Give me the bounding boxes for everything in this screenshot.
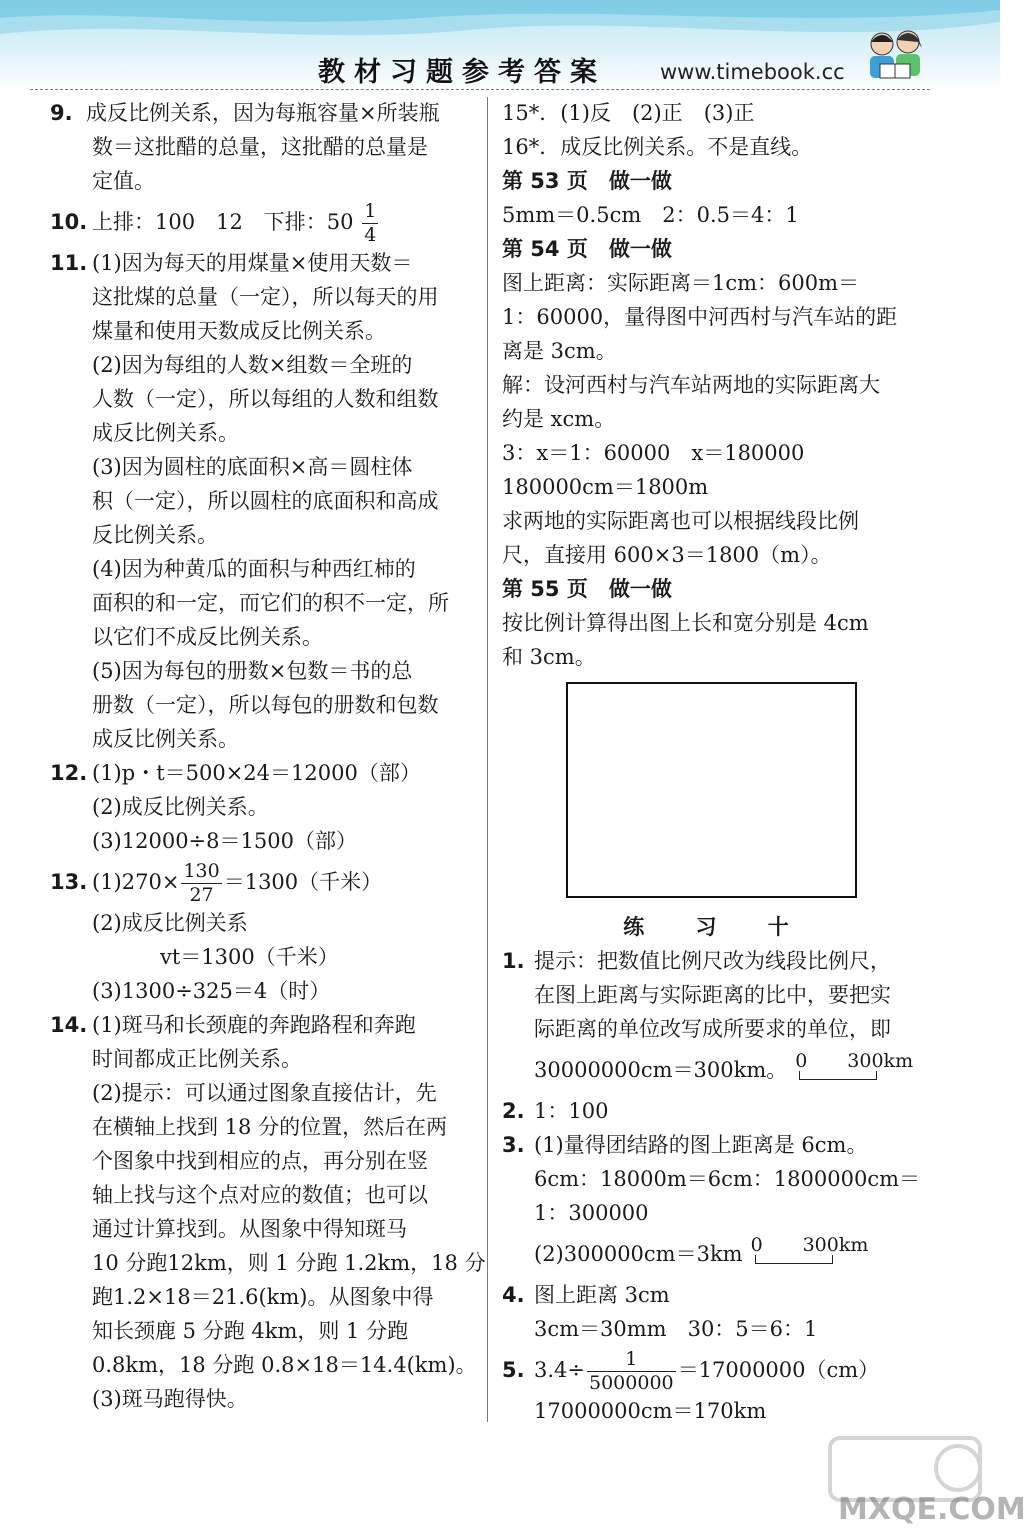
q11-line-1: 11. (1)因为每天的用煤量×使用天数＝ [50,246,480,280]
q10-text: 上排：100 12 下排：50 [92,210,354,234]
e3-line-3: 1：300000 [534,1201,649,1225]
e3-number: 3. [502,1133,525,1157]
e1-line-4: 30000000cm＝300km。 0 300km [502,1046,932,1094]
p54-line-7: 180000cm＝1800m [502,475,709,499]
q13-line-4: (3)1300÷325＝4（时） [92,979,331,1003]
q13-number: 13. [50,870,88,894]
q11-line-3: 煤量和使用天数成反比例关系。 [92,319,386,343]
q12-line-3: (3)12000÷8＝1500（部） [92,829,357,853]
q11-line-5: 人数（一定），所以每组的人数和组数 [92,387,439,411]
q13-fraction: $\frac{130}{27}$ [183,860,220,906]
scaled-rectangle-drawing [566,682,857,898]
q14-line-7: 通过计算找到。从图象中得知斑马 [92,1217,407,1241]
q9-line-3: 定值。 [92,169,155,193]
e3-line-2: 6cm：18000m＝6cm：1800000cm＝ [534,1167,920,1191]
scale-bar-300km: 0 300km [795,1057,875,1087]
p54-heading: 第 54 页 做一做 [502,237,672,261]
e4-line-1: 4. 图上距离 3cm [502,1278,932,1312]
p55-heading: 第 55 页 做一做 [502,577,672,601]
e1-line-3: 际距离的单位改写成所要求的单位，即 [534,1017,891,1041]
q11-line-15: 成反比例关系。 [92,727,239,751]
q14-line-9: 跑1.2×18＝21.6(km)。从图象中得 [92,1285,434,1309]
p54-line-2: 1：60000，量得图中河西村与汽车站的距 [502,305,898,329]
q12-number: 12. [50,761,88,785]
p54-line-1: 图上距离：实际距离＝1cm：600m＝ [502,271,860,295]
q14-line-8: 10 分跑12km，则 1 分跑 1.2km，18 分 [92,1251,486,1275]
q11-line-2: 这批煤的总量（一定），所以每天的用 [92,285,439,309]
p54-line-3: 离是 3cm。 [502,339,617,363]
header-url: www.timebook.cc [660,60,845,84]
q14-line-11: 0.8km，18 分跑 0.8×18＝14.4(km)。 [92,1353,477,1377]
q11-line-11: 面积的和一定，而它们的积不一定，所 [92,591,449,615]
q11-line-12: 以它们不成反比例关系。 [92,625,323,649]
header-rule [30,89,930,90]
e5-line-1: 5. 3.4÷ $\frac{1}{5000000}$ ＝17000000（cm） [502,1348,880,1394]
q11-line-8: 积（一定），所以圆柱的底面积和高成 [92,489,439,513]
q10-fraction: $\frac{1}{4}$ [364,200,377,246]
q14-line-1: 14. (1)斑马和长颈鹿的奔跑路程和奔跑 [50,1008,480,1042]
q14-line-10: 知长颈鹿 5 分跑 4km，则 1 分跑 [92,1319,409,1343]
q11-line-14: 册数（一定），所以每包的册数和包数 [92,693,439,717]
q10-number: 10. [50,210,88,234]
q9-line-2: 数＝这批醋的总量，这批醋的总量是 [92,135,428,159]
p54-line-8: 求两地的实际距离也可以根据线段比例 [502,509,859,533]
p55-line-2: 和 3cm。 [502,645,596,669]
p53-heading: 第 53 页 做一做 [502,169,672,193]
e3-line-4: (2)300000cm＝3km 0 300km [502,1230,932,1278]
q11-line-9: 反比例关系。 [92,523,218,547]
q10-line [50,198,480,246]
p55-line-1: 按比例计算得出图上长和宽分别是 4cm [502,611,869,635]
column-divider [487,97,488,1422]
header-title: 教材习题参考答案 [318,57,606,88]
q11-line-13: (5)因为每包的册数×包数＝书的总 [92,659,413,683]
e1-line-1: 1. 提示：把数值比例尺改为线段比例尺， [502,944,932,978]
q13-line-1: 13. (1)270× $\frac{130}{27}$ ＝1300（千米） [50,860,383,906]
q9-text-1: 成反比例关系，因为每瓶容量×所装瓶 [86,101,440,125]
q13-line-3: vt＝1300（千米） [160,945,339,969]
p54-line-9: 尺，直接用 600×3＝1800（m）。 [502,543,832,567]
exercise-ten-title: 练 习 十 [623,915,811,939]
e4-number: 4. [502,1283,525,1307]
e1-number: 1. [502,949,525,973]
q9-number: 9. [50,101,73,125]
p54-line-5: 约是 xcm。 [502,407,616,431]
q14-line-6: 轴上找与这个点对应的数值；也可以 [92,1183,428,1207]
e2-line: 2. 1：100 [502,1094,932,1128]
q11-line-6: 成反比例关系。 [92,421,239,445]
q14-line-5: 个图象中找到相应的点，再分别在竖 [92,1149,428,1173]
p53-line-1: 5mm＝0.5cm 2：0.5＝4：1 [502,203,799,227]
e4-line-2: 3cm＝30mm 30：5＝6：1 [534,1317,818,1341]
e5-fraction: $\frac{1}{5000000}$ [589,1348,674,1394]
e5-line-2: 17000000cm＝170km [534,1399,767,1423]
q14-line-2: 时间都成正比例关系。 [92,1047,302,1071]
q14-line-3: (2)提示：可以通过图象直接估计，先 [92,1081,437,1105]
q14-line-12: (3)斑马跑得快。 [92,1387,248,1411]
p54-line-6: 3：x＝1：60000 x＝180000 [502,441,805,465]
left-column [50,96,486,1416]
kids-reading-icon [862,28,932,86]
watermark-text: MXQE.COM [838,1492,1026,1527]
q9-line-1 [50,96,480,130]
e2-number: 2. [502,1099,525,1123]
q11-number: 11. [50,251,88,275]
q12-line-1: 12. (1)p・t＝500×24＝12000（部） [50,756,480,790]
q16-line: 16*．成反比例关系。不是直线。 [502,135,813,159]
q11-line-7: (3)因为圆柱的底面积×高＝圆柱体 [92,455,413,479]
q15-line: 15*．(1)反 (2)正 (3)正 [502,101,755,125]
q14-line-4: 在横轴上找到 18 分的位置，然后在两 [92,1115,448,1139]
q13-line-2: (2)成反比例关系 [92,911,248,935]
e1-line-2: 在图上距离与实际距离的比中，要把实 [534,983,891,1007]
scale-bar-300km-2: 0 300km [751,1241,831,1271]
q12-line-2: (2)成反比例关系。 [92,795,269,819]
p54-line-4: 解：设河西村与汽车站两地的实际距离大 [502,373,880,397]
e5-number: 5. [502,1358,525,1382]
q14-number: 14. [50,1013,88,1037]
q11-line-4: (2)因为每组的人数×组数＝全班的 [92,353,413,377]
e3-line-1: 3. (1)量得团结路的图上距离是 6cm。 [502,1128,932,1162]
q11-line-10: (4)因为种黄瓜的面积与种西红柿的 [92,557,416,581]
